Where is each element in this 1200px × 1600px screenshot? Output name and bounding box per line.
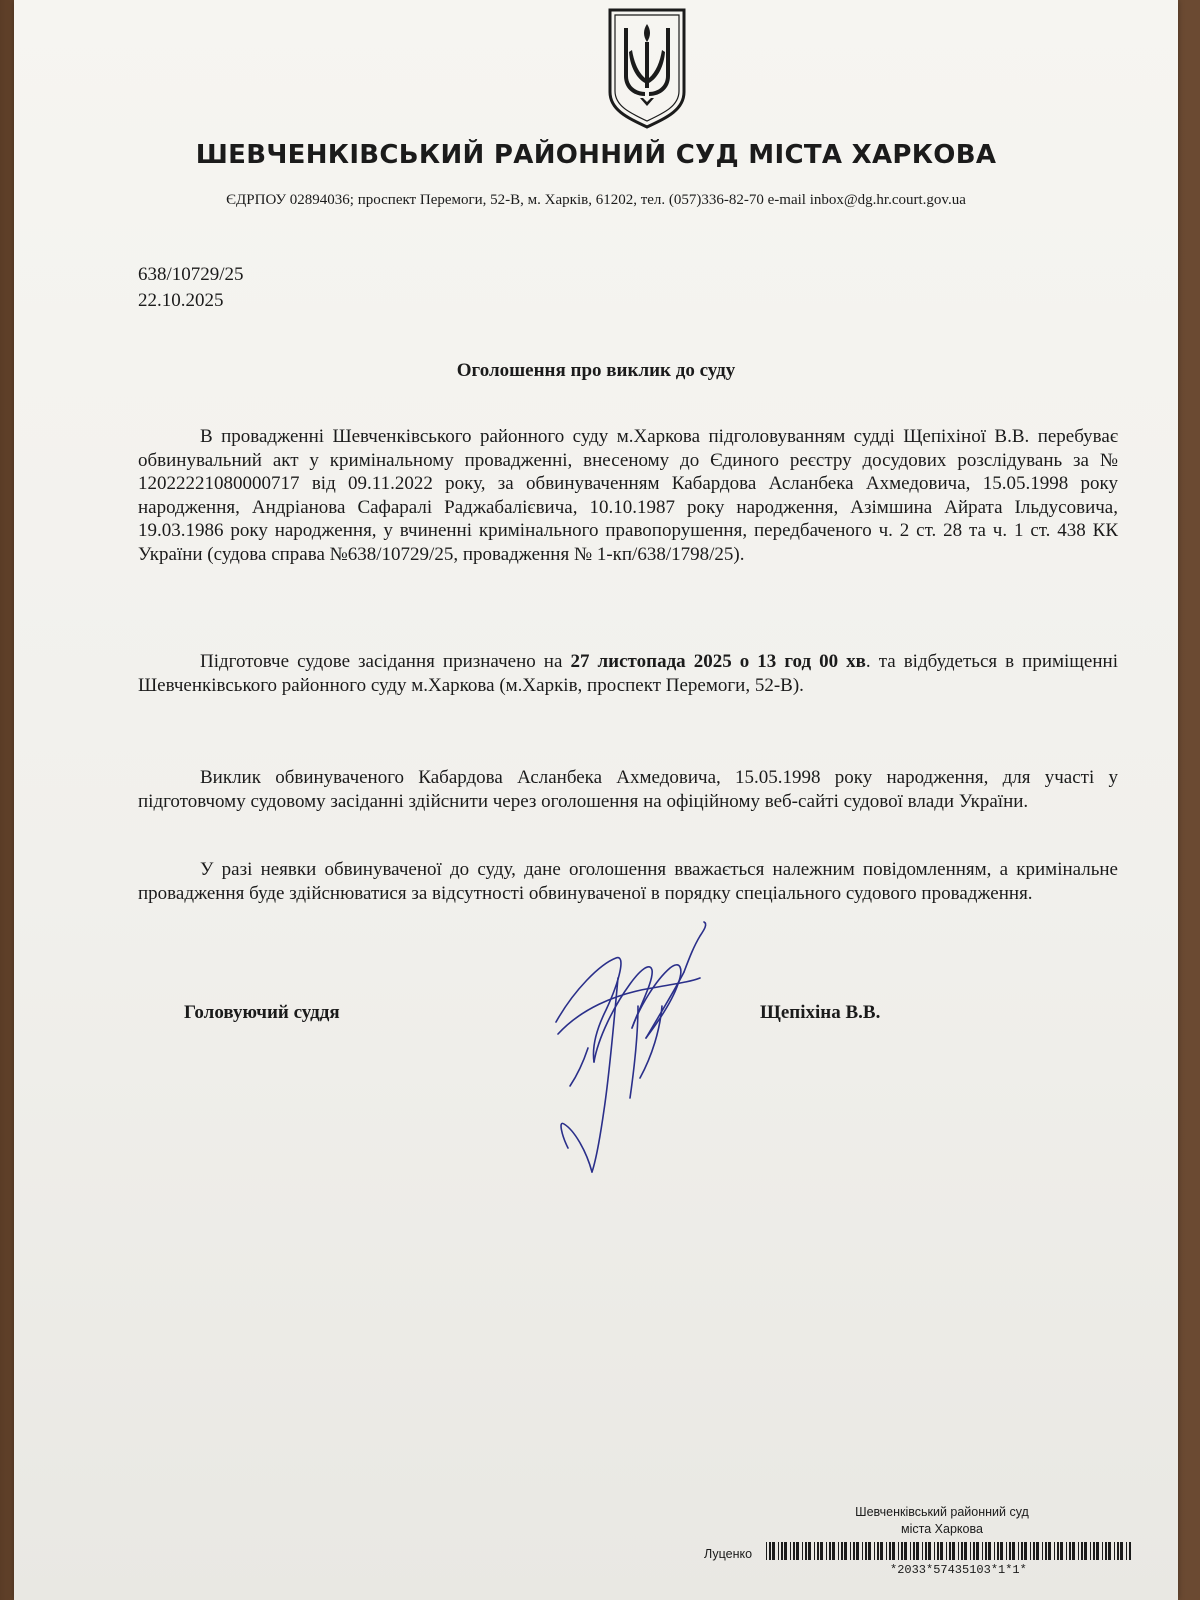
barcode-bar [946, 1542, 947, 1560]
barcode-bar [796, 1542, 799, 1560]
barcode-bar [1102, 1542, 1103, 1560]
barcode-bar [916, 1542, 919, 1560]
barcode-bar [1033, 1542, 1035, 1560]
hearing-text-before: Підготовче судове засідання призначено на [200, 651, 571, 672]
barcode-bar [781, 1542, 783, 1560]
barcode-bar [1000, 1542, 1003, 1560]
barcode-bar [910, 1542, 911, 1560]
document-date: 22.10.2025 [138, 290, 224, 311]
registration-court-line1: Шевченківський районний суд [855, 1505, 1029, 1519]
barcode-bar [1108, 1542, 1111, 1560]
hearing-text-after: . та відбудеться в приміщенні Шевченківського районного суду м.Харкова (м.Харків, проспект Перемоги, 52-В). [138, 651, 1118, 696]
barcode-bar [1072, 1542, 1075, 1560]
barcode-bar [1120, 1542, 1123, 1560]
barcode-bar [1060, 1542, 1063, 1560]
ukraine-trident-icon [604, 6, 690, 130]
registration-code: *2033*57435103*1*1* [890, 1563, 1027, 1577]
barcode-bar [886, 1542, 887, 1560]
barcode-bar [1036, 1542, 1039, 1560]
barcode-bar [844, 1542, 847, 1560]
barcode-bar [865, 1542, 867, 1560]
barcode-bar [1105, 1542, 1107, 1560]
barcode-bar [793, 1542, 795, 1560]
barcode-bar [778, 1542, 779, 1560]
court-contacts: ЄДРПОУ 02894036; проспект Перемоги, 52-В, м. Харків, 61202, тел. (057)336-82-70 e-mail inbox@dg.hr.court.gov.ua [226, 192, 966, 208]
barcode-bar [898, 1542, 899, 1560]
barcode-bar [805, 1542, 807, 1560]
barcode-bar [1126, 1542, 1127, 1560]
barcode-bar [784, 1542, 787, 1560]
barcode-bar [850, 1542, 851, 1560]
barcode-bar [985, 1542, 987, 1560]
barcode-bar [877, 1542, 879, 1560]
barcode-bar [880, 1542, 883, 1560]
barcode-bar [1045, 1542, 1047, 1560]
barcode-bar [949, 1542, 951, 1560]
barcode-bar [856, 1542, 859, 1560]
barcode-bar [817, 1542, 819, 1560]
barcode-bar [1078, 1542, 1079, 1560]
barcode-bar [802, 1542, 803, 1560]
barcode-bar [1066, 1542, 1067, 1560]
notice-title: Оголошення про виклик до суду [456, 360, 736, 381]
court-name-heading: ШЕВЧЕНКІВСЬКИЙ РАЙОННИЙ СУД МІСТА ХАРКОВА [195, 140, 997, 170]
barcode-bar [982, 1542, 983, 1560]
barcode-bar [772, 1542, 775, 1560]
barcode-bar [1018, 1542, 1019, 1560]
barcode-bar [1006, 1542, 1007, 1560]
barcode-bar [988, 1542, 991, 1560]
barcode-bar [1048, 1542, 1051, 1560]
registration-court-stamp [832, 1504, 1052, 1538]
barcode-bar [841, 1542, 843, 1560]
barcode-bar [862, 1542, 863, 1560]
handwritten-signature [534, 910, 724, 1190]
barcode-bar [964, 1542, 967, 1560]
barcode-bar [874, 1542, 875, 1560]
barcode-bar [922, 1542, 923, 1560]
notice-paragraph-hearing [138, 650, 1118, 697]
barcode-bar [958, 1542, 959, 1560]
barcode-bar [769, 1542, 771, 1560]
barcode-bar [820, 1542, 823, 1560]
barcode-bar [892, 1542, 895, 1560]
document-page [14, 0, 1178, 1600]
barcode-bar [1090, 1542, 1091, 1560]
registration-clerk: Луценко [704, 1547, 753, 1561]
barcode-bar [1084, 1542, 1087, 1560]
barcode-bar [928, 1542, 931, 1560]
barcode-bar [1069, 1542, 1071, 1560]
barcode-bar [1009, 1542, 1011, 1560]
barcode-bar [970, 1542, 971, 1560]
barcode-bar [829, 1542, 831, 1560]
barcode-bar [1096, 1542, 1099, 1560]
barcode-bar [1024, 1542, 1027, 1560]
barcode-bar [1042, 1542, 1043, 1560]
barcode-bar [952, 1542, 955, 1560]
barcode-bar [1081, 1542, 1083, 1560]
barcode-bar [868, 1542, 871, 1560]
presiding-judge-name: Щепіхіна В.В. [760, 1002, 881, 1023]
barcode-bar [1030, 1542, 1031, 1560]
barcode-bar [901, 1542, 903, 1560]
barcode-bar [790, 1542, 791, 1560]
barcode-bar [961, 1542, 963, 1560]
barcode-bar [853, 1542, 855, 1560]
registration-barcode [766, 1542, 1132, 1560]
barcode-bar [925, 1542, 927, 1560]
barcode-bar [997, 1542, 999, 1560]
barcode-bar [808, 1542, 811, 1560]
barcode-bar [1129, 1542, 1131, 1560]
barcode-bar [994, 1542, 995, 1560]
registration-court-line2: міста Харкова [901, 1522, 983, 1536]
notice-paragraph-nonappearance: У разі неявки обвинуваченої до суду, дане оголошення вважається належним повідомленням, а кримінальне провадження буде здійснюватися за відсутності обвинуваченої в порядку спеціального судового провадження. [138, 859, 1118, 904]
barcode-bar [1054, 1542, 1055, 1560]
barcode-bar [838, 1542, 839, 1560]
barcode-bar [889, 1542, 891, 1560]
barcode-bar [1117, 1542, 1119, 1560]
barcode-bar [934, 1542, 935, 1560]
barcode-bar [940, 1542, 943, 1560]
barcode-bar [937, 1542, 939, 1560]
barcode-bar [1057, 1542, 1059, 1560]
barcode-bar [913, 1542, 915, 1560]
notice-paragraph-summons: Виклик обвинуваченого Кабардова Асланбека Ахмедовича, 15.05.1998 року народження, для участі у підготовчому судовому засіданні здійснити через оголошення на офіційному веб-сайті судової влади України. [138, 767, 1118, 812]
barcode-bar [1093, 1542, 1095, 1560]
barcode-bar [973, 1542, 975, 1560]
barcode-bar [826, 1542, 827, 1560]
barcode-bar [1114, 1542, 1115, 1560]
barcode-bar [832, 1542, 835, 1560]
barcode-bar [1021, 1542, 1023, 1560]
barcode-bar [814, 1542, 815, 1560]
barcode-bar [766, 1542, 767, 1560]
barcode-bar [904, 1542, 907, 1560]
hearing-datetime: 27 листопада 2025 о 13 год 00 хв [570, 651, 866, 672]
barcode-bar [1012, 1542, 1015, 1560]
case-number: 638/10729/25 [138, 264, 244, 285]
notice-paragraph-proceedings: В провадженні Шевченківського районного суду м.Харкова підголовуванням судді Щепіхіної В.В. перебуває обвинувальний акт у кримінальному провадженні, внесеному до Єдиного реєстру досудових розслідувань за № 12022221080000717 від 09.11.2022 року, за обвинуваченням Кабардова Асланбека Ахмедовича, 15.05.1998 року народження, Андріанова Сафаралі Раджабалієвича, 10.10.1987 року народження, Азімшина Айрата Ільдусовича, 19.03.1986 року народження, у вчиненні кримінального правопорушення, передбаченого ч. 2 ст. 28 та ч. 1 ст. 438 КК України (судова справа №638/10729/25, провадження № 1-кп/638/1798/25). [138, 426, 1118, 565]
presiding-judge-title: Головуючий суддя [184, 1002, 340, 1023]
barcode-bar [976, 1542, 979, 1560]
